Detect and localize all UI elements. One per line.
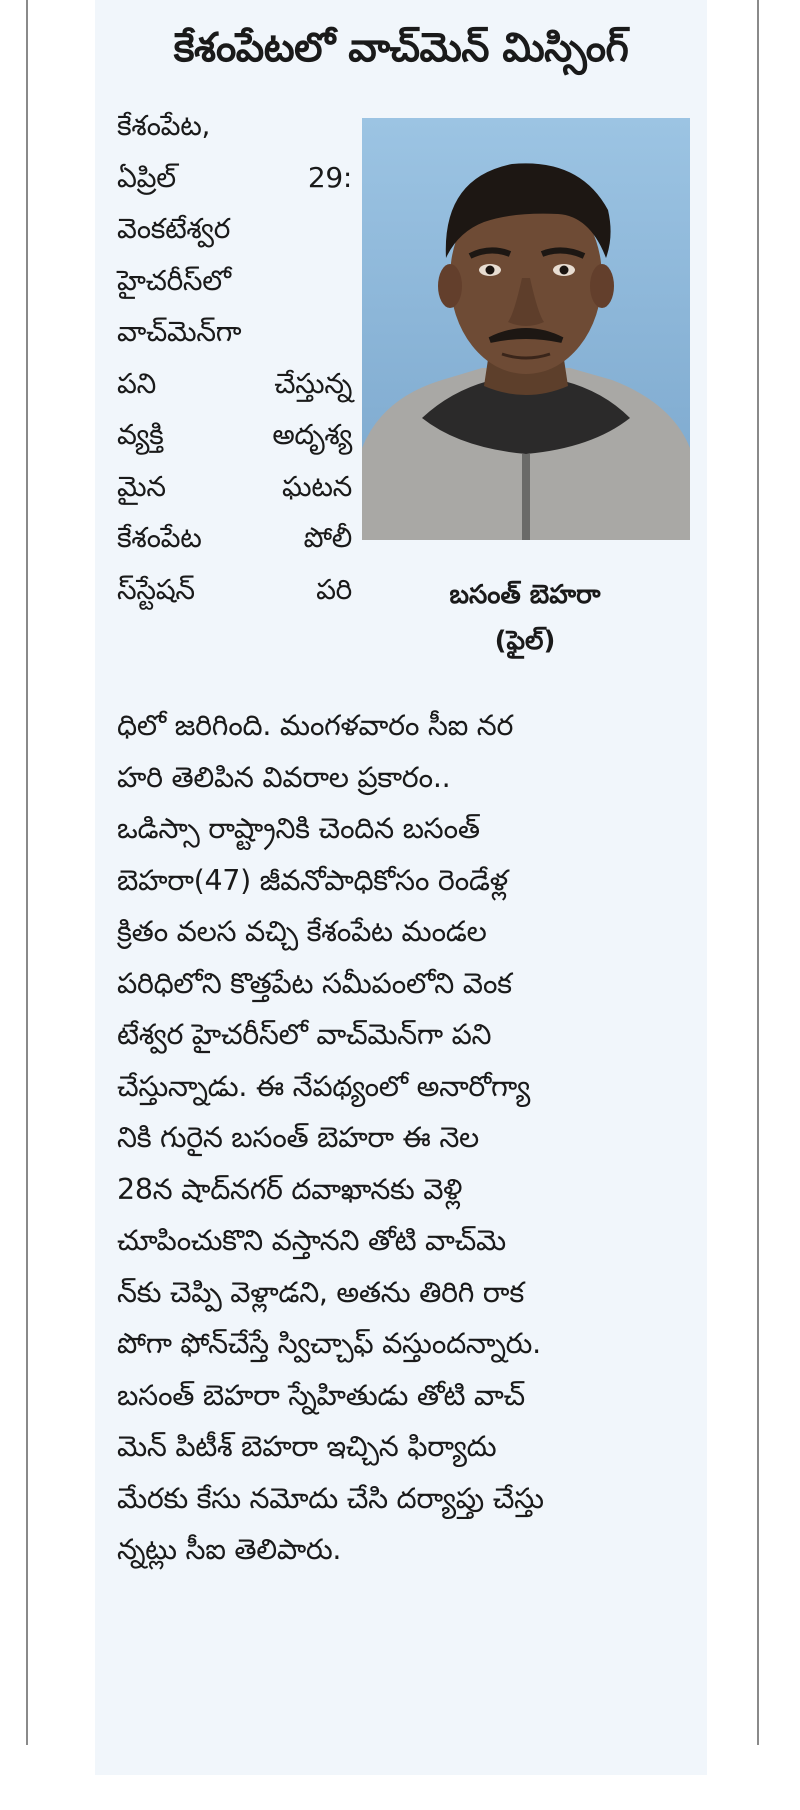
text-line: [117, 461, 352, 513]
word: అదృశ్య: [272, 418, 352, 451]
portrait-illustration: [362, 118, 690, 540]
word: ఘటన: [282, 469, 352, 503]
text-line: బెహరా(47) జీవనోపాధికోసం రెండేళ్ల: [117, 863, 508, 897]
word: చేస్తున్న: [274, 366, 352, 400]
text-line: న్‌కు చెప్పి వెళ్లాడని, అతను తిరిగి రాక: [117, 1275, 524, 1309]
caption-note: (ఫైల్‌): [494, 626, 556, 656]
photo-caption: [360, 572, 690, 664]
word: వ్యక్తి: [117, 418, 164, 451]
text-line: బసంత్‌ బెహరా స్నేహితుడు తోటి వాచ్‌: [117, 1378, 525, 1412]
column-divider-right: [757, 0, 759, 1745]
text-line: టేశ్వర హైచరీస్‌లో వాచ్‌మెన్‌గా పని: [117, 1018, 492, 1051]
word: కేశంపేట: [117, 521, 202, 554]
text-line: పోగా ఫోన్‌చేస్తే స్విచ్చాఫ్‌ వస్తుందన్నారు.: [117, 1327, 541, 1360]
text-line: హైచరీస్‌లో: [117, 263, 231, 297]
text-line: వాచ్‌మెన్‌గా: [117, 315, 242, 348]
word: 29:: [307, 160, 352, 194]
text-line: క్రితం వలస వచ్చి కేశంపేట మండల: [117, 915, 487, 948]
text-line: [117, 358, 352, 410]
word: పోలీ: [303, 521, 352, 554]
text-line: [117, 152, 352, 204]
portrait-photo: [362, 118, 690, 540]
headline: కేశంపేటలో వాచ్‌మెన్‌ మిస్సింగ్‌: [173, 25, 629, 71]
text-line: మెన్‌ పిటీశ్‌ బెహరా ఇచ్చిన ఫిర్యాదు: [117, 1430, 497, 1463]
word: పని: [117, 366, 156, 400]
text-line: హరి తెలిపిన వివరాల ప్రకారం..: [117, 760, 451, 794]
news-article: [95, 0, 707, 1775]
word: స్‌స్టేషన్‌: [117, 572, 195, 606]
text-line: మేరకు కేసు నమోదు చేసి దర్యాప్తు చేస్తు: [117, 1481, 544, 1515]
narrow-column: [117, 100, 352, 615]
text-line: పరిధిలోని కొత్తపేట సమీపంలోని వెంక: [117, 966, 512, 1000]
text-line: న్నట్లు సీఐ తెలిపారు.: [117, 1533, 342, 1566]
text-line: చూపించుకొని వస్తానని తోటి వాచ్‌మె: [117, 1224, 506, 1257]
text-line: [117, 564, 352, 616]
text-line: ధిలో జరిగింది. మంగళవారం సీఐ నర: [117, 709, 514, 742]
text-line: వెంకటేశ్వర: [117, 212, 230, 245]
word: పరి: [316, 572, 352, 606]
word: ఏప్రిల్‌: [117, 160, 176, 194]
text-line: కేశంపేట,: [117, 109, 211, 142]
word: మైన: [117, 469, 166, 503]
text-line: [117, 512, 352, 564]
text-line: ఒడిస్సా రాష్ట్రానికి చెందిన బసంత్‌: [117, 812, 480, 845]
text-line: [117, 409, 352, 461]
text-line: చేస్తున్నాడు. ఈ నేపథ్యంలో అనారోగ్యా: [117, 1069, 530, 1103]
caption-name: బసంత్‌ బెహరా: [449, 580, 601, 610]
text-line: 28న షాద్‌నగర్‌ దవాఖానకు వెళ్లి: [117, 1172, 463, 1206]
text-line: నికి గురైన బసంత్‌ బెహరా ఈ నెల: [117, 1121, 479, 1154]
column-divider-left: [26, 0, 28, 1745]
full-width-column: [117, 700, 692, 1576]
